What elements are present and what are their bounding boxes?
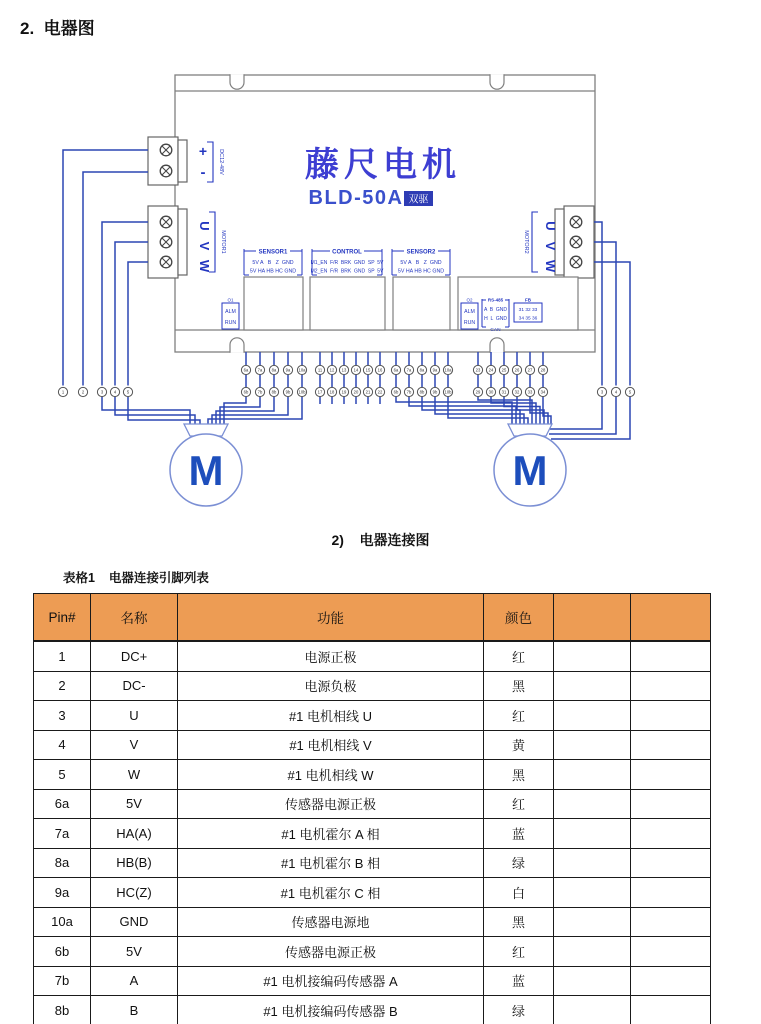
cell-pin: 9a [34,878,91,908]
svg-text:34: 34 [540,389,546,395]
cell-blank-1 [554,819,631,849]
table-header-row [34,594,711,642]
cell-name: A [91,966,178,996]
can-label: CAN [490,328,501,333]
wire [594,242,616,386]
pin-marker [404,387,413,396]
pin-marker [283,365,292,374]
svg-text:7a: 7a [406,367,412,373]
pin-marker [78,387,87,396]
cell-blank-2 [631,966,711,996]
cell-name: HA(A) [91,819,178,849]
cell-blank-1 [554,996,631,1024]
sensor2-row2: 5V HA HB HC GND [397,268,445,275]
top-notch [230,74,244,89]
svg-text:31: 31 [501,389,507,395]
svg-text:9a: 9a [432,367,438,373]
pin-marker [473,365,482,374]
cell-function: 传感器电源正极 [178,937,484,967]
rs485-row2: H L GND [484,316,507,322]
pin-marker [269,365,278,374]
wire [128,262,148,386]
cell-color: 黑 [484,907,554,937]
motor1-m: M [188,447,224,494]
cell-pin: 7b [34,966,91,996]
cell-color: 红 [484,789,554,819]
power-minus-label: - [200,164,206,181]
svg-text:9b: 9b [285,389,291,395]
svg-text:7b: 7b [257,389,263,395]
cell-color: 黑 [484,760,554,790]
svg-text:27: 27 [527,367,533,373]
svg-text:10a: 10a [444,367,452,373]
svg-text:10a: 10a [298,367,306,373]
svg-text:3: 3 [100,389,104,395]
motor2-pin-label: V [543,241,558,251]
cell-blank-1 [554,878,631,908]
sensor2-row1: 5V A B Z GND [400,260,442,266]
power-terminal [148,137,224,185]
cell-function: #1 电机相线 U [178,701,484,731]
table-row [34,701,711,731]
indicator2-run: RUN [463,320,476,326]
cell-blank-2 [631,996,711,1024]
cell-blank-2 [631,671,711,701]
svg-text:19: 19 [341,389,347,395]
cell-pin: 3 [34,701,91,731]
cell-name: 5V [91,789,178,819]
cell-function: 电源负极 [178,671,484,701]
pin-marker [58,387,67,396]
cell-pin: 8a [34,848,91,878]
indicator2-alm: ALM [464,309,475,315]
wire [63,150,148,386]
svg-text:33: 33 [527,389,533,395]
power-plus-label: + [198,143,208,159]
page-title: 2. 电器图 [20,19,95,38]
pin-marker [375,365,384,374]
pin-marker [255,365,264,374]
cell-blank-2 [631,878,711,908]
control-row1: M1_EN F/R BRK GND SP 5V [310,260,384,266]
cell-color: 红 [484,701,554,731]
motor1-pin-label: U [197,221,212,231]
svg-text:8a: 8a [271,367,277,373]
pin-marker [525,365,534,374]
svg-text:22: 22 [377,389,383,395]
col-color: 颜色 [484,594,554,642]
table-row [34,966,711,996]
motor2-pin-label: U [543,221,558,231]
screw-icon [160,216,172,228]
cell-blank-2 [631,641,711,671]
bottom-notch [230,338,244,353]
col-function: 功能 [178,594,484,642]
cell-blank-2 [631,848,711,878]
cell-function: #1 电机相线 V [178,730,484,760]
svg-text:13: 13 [341,367,347,373]
motor2-m: M [512,447,548,494]
indicator1-title: O1 [227,297,234,303]
motor2-pin-label: W [543,259,558,273]
motor1-pin-label: V [197,241,212,251]
table-row [34,671,711,701]
table-row [34,760,711,790]
cell-function: #1 电机接编码传感器 A [178,966,484,996]
cell-color: 红 [484,937,554,967]
svg-text:29: 29 [475,389,481,395]
svg-text:6a: 6a [393,367,399,373]
cell-name: HB(B) [91,848,178,878]
brand-logo: 藤尺电机 [305,146,461,184]
svg-text:32: 32 [514,389,520,395]
pin-marker [297,365,306,374]
cell-name: HC(Z) [91,878,178,908]
cell-color: 绿 [484,996,554,1024]
cell-name: U [91,701,178,731]
svg-text:21: 21 [365,389,371,395]
cell-function: #1 电机霍尔 A 相 [178,819,484,849]
pin-marker [512,365,521,374]
pin-marker [110,387,119,396]
cell-name: GND [91,907,178,937]
table-row [34,996,711,1024]
pin-marker [525,387,534,396]
pin-marker [625,387,634,396]
pin-marker [327,387,336,396]
cell-pin: 10a [34,907,91,937]
cell-pin: 2 [34,671,91,701]
table-row [34,907,711,937]
svg-text:9a: 9a [285,367,291,373]
pin-marker [97,387,106,396]
svg-text:8a: 8a [419,367,425,373]
svg-text:6a: 6a [243,367,249,373]
cell-color: 白 [484,878,554,908]
svg-text:16: 16 [377,367,383,373]
svg-text:6b: 6b [393,389,399,395]
cell-name: DC+ [91,641,178,671]
cell-color: 蓝 [484,966,554,996]
pin-marker [315,387,324,396]
pin-marker [327,365,336,374]
svg-text:8b: 8b [271,389,277,395]
pin-marker [351,365,360,374]
pin-list-table [33,593,711,1024]
svg-text:1: 1 [61,389,65,395]
svg-text:14: 14 [353,367,359,373]
cell-blank-1 [554,789,631,819]
cell-blank-1 [554,966,631,996]
wire [551,397,630,440]
cell-blank-2 [631,937,711,967]
cell-function: #1 电机相线 W [178,760,484,790]
table-row [34,878,711,908]
screw-icon [160,144,172,156]
control-row2: M2_EN F/R BRK GND SP 5V [310,268,384,275]
sensor1-row1: 5V A B Z GND [252,260,294,266]
top-notch [490,74,504,89]
indicator1-alm: ALM [225,309,236,315]
cell-name: 5V [91,937,178,967]
svg-text:5: 5 [126,389,130,395]
cell-pin: 4 [34,730,91,760]
motor1-terminal-label: MOTOR1 [220,230,226,254]
cell-blank-2 [631,907,711,937]
pin-marker [443,387,452,396]
col-blank-2 [631,594,711,642]
svg-text:6b: 6b [243,389,249,395]
table-row [34,937,711,967]
screw-icon [570,236,582,248]
cell-color: 黄 [484,730,554,760]
cell-name: W [91,760,178,790]
screw-icon [160,256,172,268]
cell-name: B [91,996,178,1024]
cell-pin: 7a [34,819,91,849]
table-row [34,848,711,878]
bottom-notch [490,338,504,353]
rs485-row1: A B GND [483,307,508,313]
svg-text:5: 5 [628,389,632,395]
pin-marker [486,387,495,396]
cell-blank-1 [554,730,631,760]
svg-text:9b: 9b [432,389,438,395]
cell-name: V [91,730,178,760]
cell-blank-1 [554,671,631,701]
motor2-terminal-label: MOTOR2 [523,230,529,254]
svg-text:28: 28 [540,367,546,373]
svg-text:4: 4 [113,389,117,395]
cell-blank-1 [554,701,631,731]
col-pin: Pin# [34,594,91,642]
pin-marker [486,365,495,374]
figure-caption: 2) 电器连接图 [331,532,430,548]
svg-text:3: 3 [600,389,604,395]
pin-marker [443,365,452,374]
table-title: 表格1 电器连接引脚列表 [63,571,209,585]
table-row [34,819,711,849]
cell-color: 绿 [484,848,554,878]
svg-text:26: 26 [514,367,520,373]
fb-row2: 34 35 36 [518,316,538,322]
pin-marker [499,365,508,374]
screw-icon [570,216,582,228]
cell-color: 红 [484,641,554,671]
model-label: BLD-50A [308,187,404,209]
cell-pin: 1 [34,641,91,671]
svg-text:23: 23 [475,367,481,373]
pin-marker [339,365,348,374]
table-row [34,730,711,760]
pin-marker [597,387,606,396]
cell-blank-1 [554,848,631,878]
cell-function: 传感器电源正极 [178,789,484,819]
cell-blank-2 [631,730,711,760]
pin-marker [297,387,306,396]
cell-function: #1 电机霍尔 C 相 [178,878,484,908]
sensor1-title: SENSOR1 [258,249,288,256]
svg-text:20: 20 [353,389,359,395]
cell-pin: 6b [34,937,91,967]
table-row [34,789,711,819]
svg-text:24: 24 [488,367,494,373]
pin-marker [417,365,426,374]
pin-marker [499,387,508,396]
cell-blank-2 [631,701,711,731]
cell-function: #1 电机霍尔 B 相 [178,848,484,878]
svg-text:12: 12 [329,367,335,373]
pin-marker [351,387,360,396]
motor2-symbol [494,424,566,506]
pin-marker [417,387,426,396]
wire [102,222,148,386]
cell-pin: 5 [34,760,91,790]
pin-marker [611,387,620,396]
cell-blank-1 [554,907,631,937]
svg-text:7b: 7b [406,389,412,395]
rs485-title: RS-485 [487,297,504,303]
cell-blank-1 [554,641,631,671]
indicator2-title: O2 [466,297,473,303]
svg-text:10b: 10b [298,389,306,395]
svg-text:18: 18 [329,389,335,395]
svg-text:2: 2 [81,389,85,395]
cell-blank-1 [554,937,631,967]
sensor1-row2: 5V HA HB HC GND [249,268,297,275]
col-name: 名称 [91,594,178,642]
motor1-pin-label: W [197,259,212,273]
screw-icon [160,236,172,248]
wire [115,242,148,386]
pin-marker [404,365,413,374]
fb-row1: 31 32 33 [518,308,538,313]
svg-text:30: 30 [488,389,494,395]
pin-marker [375,387,384,396]
cell-function: #1 电机接编码传感器 B [178,996,484,1024]
pin-marker [538,365,547,374]
pin-marker [391,365,400,374]
cell-function: 电源正极 [178,641,484,671]
cell-pin: 6a [34,789,91,819]
indicator1-run: RUN [224,320,237,326]
pin-marker [269,387,278,396]
pin-marker [255,387,264,396]
wire [422,397,520,426]
wire [594,262,630,386]
pin-marker [283,387,292,396]
cell-color: 黑 [484,671,554,701]
svg-text:11: 11 [317,367,323,373]
pin-marker [363,387,372,396]
numbered-pins [58,365,634,396]
svg-text:17: 17 [317,389,323,395]
pin-marker [473,387,482,396]
pin-marker [391,387,400,396]
pin-marker [512,387,521,396]
power-voltage-label: DC12-48V [218,149,224,175]
pin-marker [430,387,439,396]
sensor2-title: SENSOR2 [406,249,436,256]
svg-text:25: 25 [501,367,507,373]
control-title: CONTROL [332,249,362,256]
svg-text:8b: 8b [419,389,425,395]
cell-name: DC- [91,671,178,701]
pin-marker [538,387,547,396]
cell-function: 传感器电源地 [178,907,484,937]
dual-drive-badge-label: 双驱 [408,194,429,206]
cell-blank-2 [631,760,711,790]
pin-marker [241,365,250,374]
pin-marker [123,387,132,396]
screw-icon [570,256,582,268]
svg-text:4: 4 [614,389,618,395]
pin-marker [315,365,324,374]
table-row [34,641,711,671]
svg-text:7a: 7a [257,367,263,373]
pin-marker [241,387,250,396]
cell-blank-1 [554,760,631,790]
fb-title: FB [525,297,531,303]
col-blank-1 [554,594,631,642]
motor1-symbol [170,424,242,506]
wire [550,397,602,430]
svg-text:10b: 10b [444,389,452,395]
screw-icon [160,165,172,177]
svg-text:15: 15 [365,367,371,373]
pin-marker [339,387,348,396]
cell-color: 蓝 [484,819,554,849]
cell-pin: 8b [34,996,91,1024]
cell-blank-2 [631,819,711,849]
pin-marker [363,365,372,374]
pin-marker [430,365,439,374]
cell-blank-2 [631,789,711,819]
